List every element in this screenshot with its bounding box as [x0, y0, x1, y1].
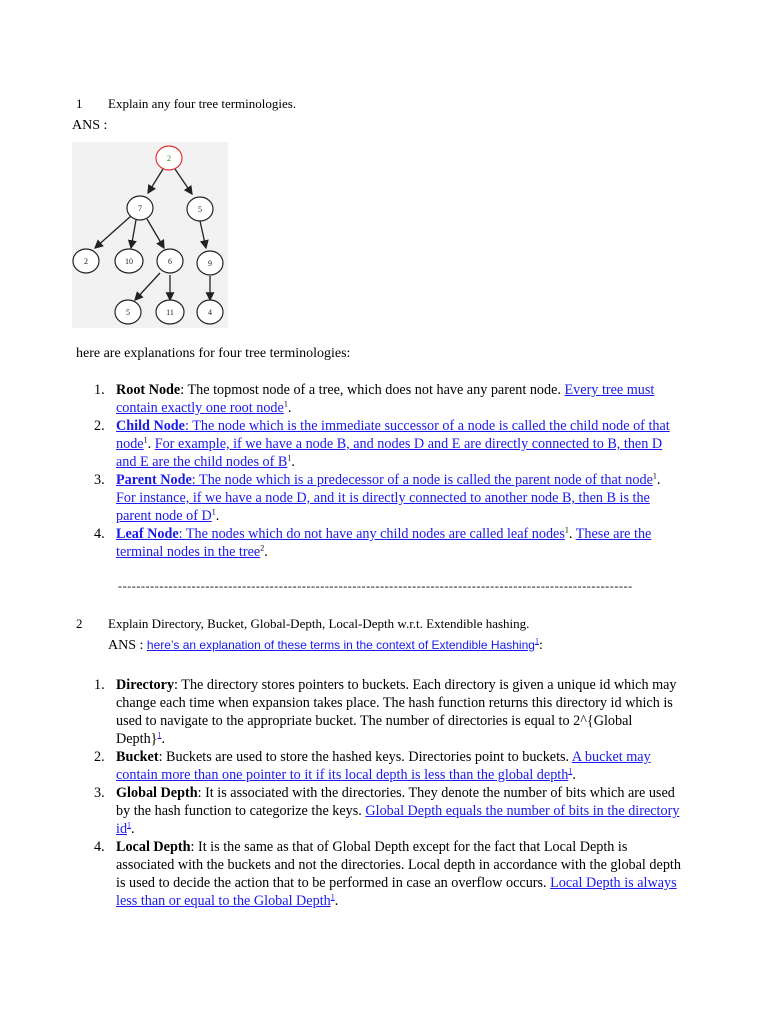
list-item: [74, 784, 682, 838]
tree-edge: [147, 219, 164, 248]
citation-sup[interactable]: 1: [568, 766, 573, 776]
tree-diagram: [72, 142, 228, 328]
citation-sup[interactable]: 1: [564, 525, 569, 535]
citation-sup[interactable]: 1: [330, 892, 335, 902]
citation-link[interactable]: For example, if we have a node B, and nodes D and E are directly connected to B, then D and E are the child nodes of B: [116, 436, 663, 470]
tree-edge: [135, 273, 160, 300]
term-parent-node[interactable]: Parent Node: [116, 472, 192, 488]
tree-nodes: [73, 146, 223, 324]
citation-link[interactable]: Global Depth equals the number of bits in the directory id: [116, 803, 680, 837]
question-2-text: Explain Directory, Bucket, Global-Depth, Local-Depth w.r.t. Extendible hashing.: [108, 616, 530, 631]
question-1-ans-label: ANS :: [72, 118, 108, 133]
citation-link[interactable]: : The node which is the immediate successor of a node is called the child node of that node: [116, 418, 670, 452]
punct: .: [215, 508, 220, 524]
term-definition: : Buckets are used to store the hashed keys. Directories point to buckets.: [158, 749, 572, 765]
tree-node-label: 2: [167, 154, 171, 163]
list-item: [74, 838, 682, 910]
tree-edge: [175, 169, 192, 194]
term-definition: : It is the same as that of Global Depth except for the fact that Local Depth is associated with the buckets and not the directories. Local depth in accordance with the global depth is used to decide the action that to be performed in case an overflow occurs.: [116, 839, 681, 891]
tree-diagram-svg: [72, 142, 228, 328]
term-global-depth: Global Depth: [116, 785, 198, 801]
question-1-text: Explain any four tree terminologies.: [108, 96, 297, 111]
item-number: 3.: [94, 472, 105, 488]
term-local-depth: Local Depth: [116, 839, 191, 855]
term-directory: Directory: [116, 677, 175, 693]
citation-sup[interactable]: 1: [211, 507, 216, 517]
citation-link[interactable]: These are the terminal nodes in the tree: [116, 526, 652, 560]
section-divider: ----------------------------------------------------------------------------------------------------------------: [118, 579, 633, 593]
citation-sup[interactable]: 2: [260, 543, 265, 553]
q1-intro: here are explanations for four tree terminologies:: [76, 346, 351, 361]
tree-node-label: 11: [166, 308, 174, 317]
term-bucket: Bucket: [116, 749, 159, 765]
punct: .: [161, 731, 166, 747]
punct: .: [147, 436, 155, 452]
item-number: 1.: [94, 677, 105, 693]
term-root-node: Root Node: [116, 382, 181, 398]
item-number: 2.: [94, 749, 105, 765]
citation-sup[interactable]: 1: [283, 399, 288, 409]
question-2-ans: [108, 638, 543, 654]
tree-node-label: 5: [126, 308, 130, 317]
tree-edge: [148, 169, 163, 193]
term-definition: : The directory stores pointers to buckets. Each directory is given a unique id which may change each time when expansion takes place. The hash function returns this directory id which is used to navigate to the appropriate bucket. The number of directories is equal to 2^{Global Depth}: [116, 677, 677, 747]
tree-node-label: 7: [138, 204, 142, 213]
term-definition: : It is associated with the directories. They denote the number of bits which are used by the hash function to categorize the keys.: [116, 785, 675, 819]
term-leaf-node[interactable]: Leaf Node: [116, 526, 179, 542]
tree-node-label: 2: [84, 257, 88, 266]
citation-link[interactable]: For instance, if we have a node D, and it is directly connected to another node B, then B is the parent node of D: [116, 490, 650, 524]
citation-link[interactable]: A bucket may contain more than one pointer to it if its local depth is less than the global depth: [116, 749, 651, 783]
citation-link[interactable]: Every tree must contain exactly one root node: [116, 382, 655, 416]
question-2-ans-label: ANS :: [108, 638, 147, 653]
citation-sup[interactable]: 1: [534, 636, 539, 646]
punct: .: [291, 454, 295, 470]
tree-node-label: 9: [208, 259, 212, 268]
extendible-hashing-list: [74, 676, 682, 910]
punct: .: [568, 526, 576, 542]
tree-node-label: 10: [125, 257, 133, 266]
citation-link[interactable]: Local Depth is always less than or equal to the Global Depth: [116, 875, 677, 909]
citation-link[interactable]: here’s an explanation of these terms in the context of Extendible Hashing: [146, 638, 535, 652]
question-1-number: 1: [76, 96, 83, 111]
tree-node-label: 4: [208, 308, 212, 317]
list-item: [74, 748, 682, 784]
term-definition: : The topmost node of a tree, which does not have any parent node.: [180, 382, 565, 398]
item-number: 2.: [94, 418, 105, 434]
punct: .: [572, 767, 576, 783]
punct: .: [131, 821, 135, 837]
citation-link[interactable]: : The node which is a predecessor of a node is called the parent node of that node: [191, 472, 653, 488]
list-item: [74, 676, 682, 748]
list-item: [74, 471, 678, 525]
item-number: 4.: [94, 839, 105, 855]
tree-node-label: 5: [198, 205, 202, 214]
tree-edge: [200, 221, 206, 248]
tree-edge: [95, 216, 131, 248]
punct: :: [538, 638, 543, 653]
punct: .: [264, 544, 268, 560]
punct: .: [287, 400, 292, 416]
list-item: [74, 525, 678, 561]
question-2-number: 2: [76, 616, 83, 631]
citation-sup[interactable]: 1: [652, 471, 657, 481]
tree-node-label: 6: [168, 257, 172, 266]
tree-edges: [95, 169, 210, 300]
punct: .: [334, 893, 339, 909]
citation-sup[interactable]: 1: [157, 730, 162, 740]
citation-sup[interactable]: 1: [287, 453, 292, 463]
item-number: 3.: [94, 785, 105, 801]
term-child-node[interactable]: Child Node: [116, 418, 185, 434]
tree-edge: [131, 220, 136, 248]
citation-sup[interactable]: 1: [143, 435, 148, 445]
list-item: [74, 381, 678, 417]
list-item: [74, 417, 678, 471]
item-number: 4.: [94, 526, 105, 542]
punct: .: [656, 472, 661, 488]
item-number: 1.: [94, 382, 105, 398]
citation-sup[interactable]: 1: [127, 820, 132, 830]
citation-link[interactable]: : The nodes which do not have any child nodes are called leaf nodes: [178, 526, 565, 542]
tree-terminology-list: [74, 381, 678, 561]
